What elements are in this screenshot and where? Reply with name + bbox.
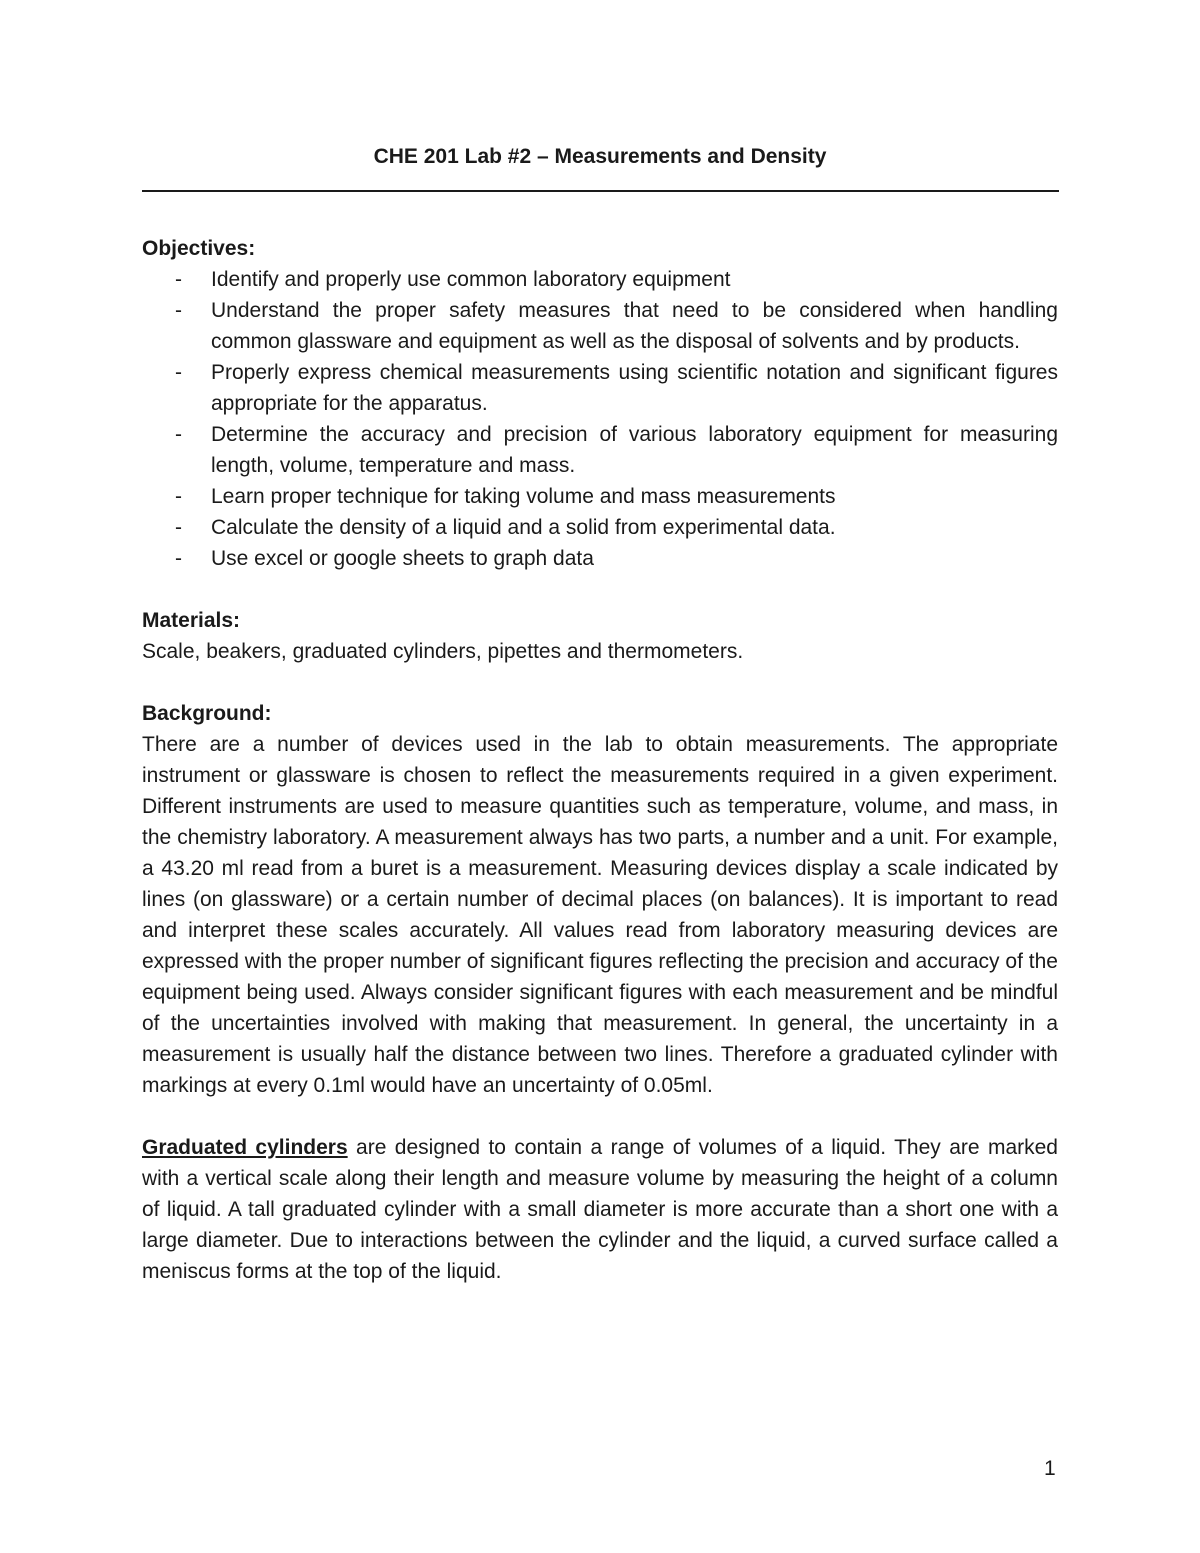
spacer: [142, 1101, 1058, 1132]
background-paragraph: There are a number of devices used in the lab to obtain measurements. The appropriate instrument or glassware is chosen to reflect the measurements required in a given experiment. Different instruments are used to measure quantities such as temperature, volume, and mass, in the chemistry laboratory. A measurement always has two parts, a number and a unit. For example, a 43.20 ml read from a buret is a measurement. Measuring devices display a scale indicated by lines (on glassware) or a certain number of decimal places (on balances). It is important to read and interpret these scales accurately. All values read from laboratory measuring devices are expressed with the proper number of significant figures reflecting the precision and accuracy of the equipment being used. Always consider significant figures with each measurement and be mindful of the uncertainties involved with making that measurement. In general, the uncertainty in a measurement is usually half the distance between two lines. Therefore a graduated cylinder with markings at every 0.1ml would have an uncertainty of 0.05ml.: [142, 733, 1058, 1097]
page-number: 1: [1044, 1457, 1056, 1480]
materials-text: Scale, beakers, graduated cylinders, pipettes and thermometers.: [142, 640, 744, 663]
list-item: - Use excel or google sheets to graph data: [142, 543, 1058, 574]
background-heading: Background:: [142, 702, 272, 725]
spacer: [142, 574, 1058, 605]
page-title: CHE 201 Lab #2 – Measurements and Density: [373, 145, 827, 168]
materials-heading: Materials:: [142, 609, 241, 632]
document-body: [142, 233, 1058, 1287]
graduated-cylinders-term: Graduated cylinders: [142, 1136, 348, 1159]
objectives-list: [142, 264, 1058, 574]
list-item: - Properly express chemical measurements using scientific notation and significant figures appropriate for the apparatus.: [142, 357, 1058, 419]
objectives-heading: Objectives:: [142, 237, 256, 260]
graduated-cylinders-text: are designed to contain a range of volumes of a liquid. They are marked with a vertical scale along their length and measure volume by measuring the height of a column of liquid. A tall graduated cylinder with a small diameter is more accurate than a short one with a large diameter. Due to interactions between the cylinder and the liquid, a curved surface called a meniscus forms at the top of the liquid.: [142, 1136, 1058, 1283]
spacer: [142, 667, 1058, 698]
list-item: - Determine the accuracy and precision of various laboratory equipment for measuring length, volume, temperature and mass.: [142, 419, 1058, 481]
list-item: - Understand the proper safety measures that need to be considered when handling common glassware and equipment as well as the disposal of solvents and by products.: [142, 295, 1058, 357]
list-item: - Calculate the density of a liquid and a solid from experimental data.: [142, 512, 1058, 543]
list-item: - Learn proper technique for taking volume and mass measurements: [142, 481, 1058, 512]
list-item: - Identify and properly use common laboratory equipment: [142, 264, 1058, 295]
title-divider: [142, 190, 1059, 192]
graduated-cylinders-paragraph: [142, 1132, 1058, 1287]
